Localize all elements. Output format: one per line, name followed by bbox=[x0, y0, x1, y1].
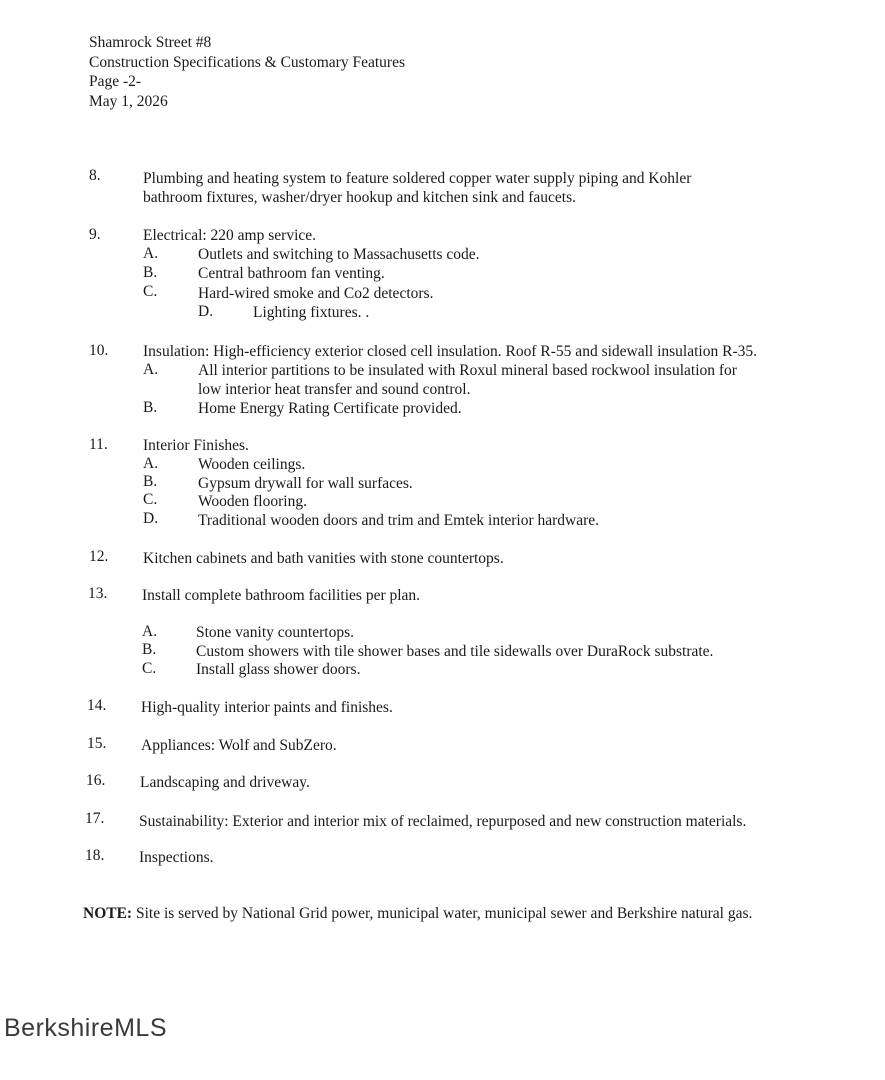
sub-item-letter: A. bbox=[142, 623, 158, 640]
item-line: Sustainability: Exterior and interior mix of reclaimed, repurposed and new construction materials. bbox=[139, 813, 747, 830]
sub-item-text: Install glass shower doors. bbox=[196, 661, 361, 678]
header-title: Construction Specifications & Customary Features bbox=[89, 53, 405, 71]
item-number: 16. bbox=[86, 772, 106, 789]
sub-item-letter: A. bbox=[143, 361, 159, 378]
sub-item-letter: C. bbox=[143, 283, 158, 300]
item-line: bathroom fixtures, washer/dryer hookup and kitchen sink and faucets. bbox=[143, 189, 577, 206]
sub-item-text: Stone vanity countertops. bbox=[196, 624, 354, 641]
sub-item-line: low interior heat transfer and sound control. bbox=[198, 381, 471, 398]
sub-item-letter: C. bbox=[142, 660, 157, 677]
item-text bbox=[143, 549, 504, 568]
sub-item-text bbox=[198, 361, 737, 399]
item-text bbox=[141, 698, 393, 717]
sub-item-text: Lighting fixtures. . bbox=[253, 304, 370, 321]
item-line: Electrical: 220 amp service. bbox=[143, 227, 317, 244]
item-number: 17. bbox=[85, 810, 105, 827]
item-number: 13. bbox=[88, 585, 108, 602]
item-number: 12. bbox=[89, 548, 109, 565]
sub-item-letter: A. bbox=[143, 245, 159, 262]
item-line: Insulation: High-efficiency exterior closed cell insulation. Roof R-55 and sidewall insulation R-35. bbox=[143, 343, 757, 360]
item-text bbox=[139, 812, 746, 831]
item-number: 8. bbox=[89, 167, 101, 184]
sub-item-text: Home Energy Rating Certificate provided. bbox=[198, 400, 462, 417]
sub-item-text: Gypsum drywall for wall surfaces. bbox=[198, 475, 413, 492]
sub-item-letter: B. bbox=[143, 399, 158, 416]
site-note bbox=[83, 905, 752, 923]
sub-item-text: Outlets and switching to Massachusetts code. bbox=[198, 246, 480, 263]
item-text bbox=[142, 586, 420, 605]
note-text: Site is served by National Grid power, municipal water, municipal sewer and Berkshire natural gas. bbox=[132, 905, 753, 922]
sub-item-text: Wooden ceilings. bbox=[198, 456, 306, 473]
item-line: Appliances: Wolf and SubZero. bbox=[141, 737, 337, 754]
header-address: Shamrock Street #8 bbox=[89, 34, 212, 51]
sub-item-letter: B. bbox=[142, 641, 157, 658]
item-line: Inspections. bbox=[139, 849, 214, 866]
item-line: Kitchen cabinets and bath vanities with stone countertops. bbox=[143, 550, 504, 567]
item-number: 11. bbox=[89, 436, 108, 453]
item-number: 10. bbox=[89, 342, 109, 359]
item-text bbox=[143, 342, 757, 361]
sub-item-text: Hard-wired smoke and Co2 detectors. bbox=[198, 285, 434, 302]
header-page-number: Page -2- bbox=[89, 73, 142, 90]
item-number: 15. bbox=[87, 735, 107, 752]
sub-item-text: Custom showers with tile shower bases and tile sidewalls over DuraRock substrate. bbox=[196, 643, 714, 660]
sub-item-letter: D. bbox=[143, 510, 159, 527]
item-text bbox=[141, 736, 337, 755]
item-line: High-quality interior paints and finishes. bbox=[141, 699, 393, 716]
sub-item-text: Central bathroom fan venting. bbox=[198, 265, 385, 282]
item-line: Plumbing and heating system to feature soldered copper water supply piping and Kohler bbox=[143, 170, 692, 187]
item-text bbox=[143, 226, 316, 245]
item-number: 18. bbox=[85, 847, 105, 864]
sub-item-text: Traditional wooden doors and trim and Emtek interior hardware. bbox=[198, 512, 600, 529]
item-text bbox=[139, 848, 213, 867]
item-line: Install complete bathroom facilities per plan. bbox=[142, 587, 421, 604]
sub-item-letter: A. bbox=[143, 455, 159, 472]
header-date: May 1, 2026 bbox=[89, 92, 168, 110]
document-header bbox=[89, 33, 405, 111]
item-text bbox=[143, 436, 249, 455]
sub-item-line: All interior partitions to be insulated with Roxul mineral based rockwool insulation for bbox=[198, 362, 737, 379]
item-text bbox=[140, 773, 310, 792]
note-label: NOTE: bbox=[83, 905, 133, 922]
sub-item-letter: B. bbox=[143, 473, 158, 490]
sub-item-letter: B. bbox=[143, 264, 158, 281]
item-line: Landscaping and driveway. bbox=[140, 774, 310, 791]
item-line: Interior Finishes. bbox=[143, 437, 249, 454]
item-text bbox=[143, 169, 691, 207]
item-number: 14. bbox=[87, 697, 107, 714]
sub-item-text: Wooden flooring. bbox=[198, 493, 307, 510]
item-number: 9. bbox=[89, 226, 101, 243]
sub-item-letter: C. bbox=[143, 491, 158, 508]
watermark-logo: BerkshireMLS bbox=[4, 1014, 167, 1042]
sub-item-letter: D. bbox=[198, 303, 214, 320]
